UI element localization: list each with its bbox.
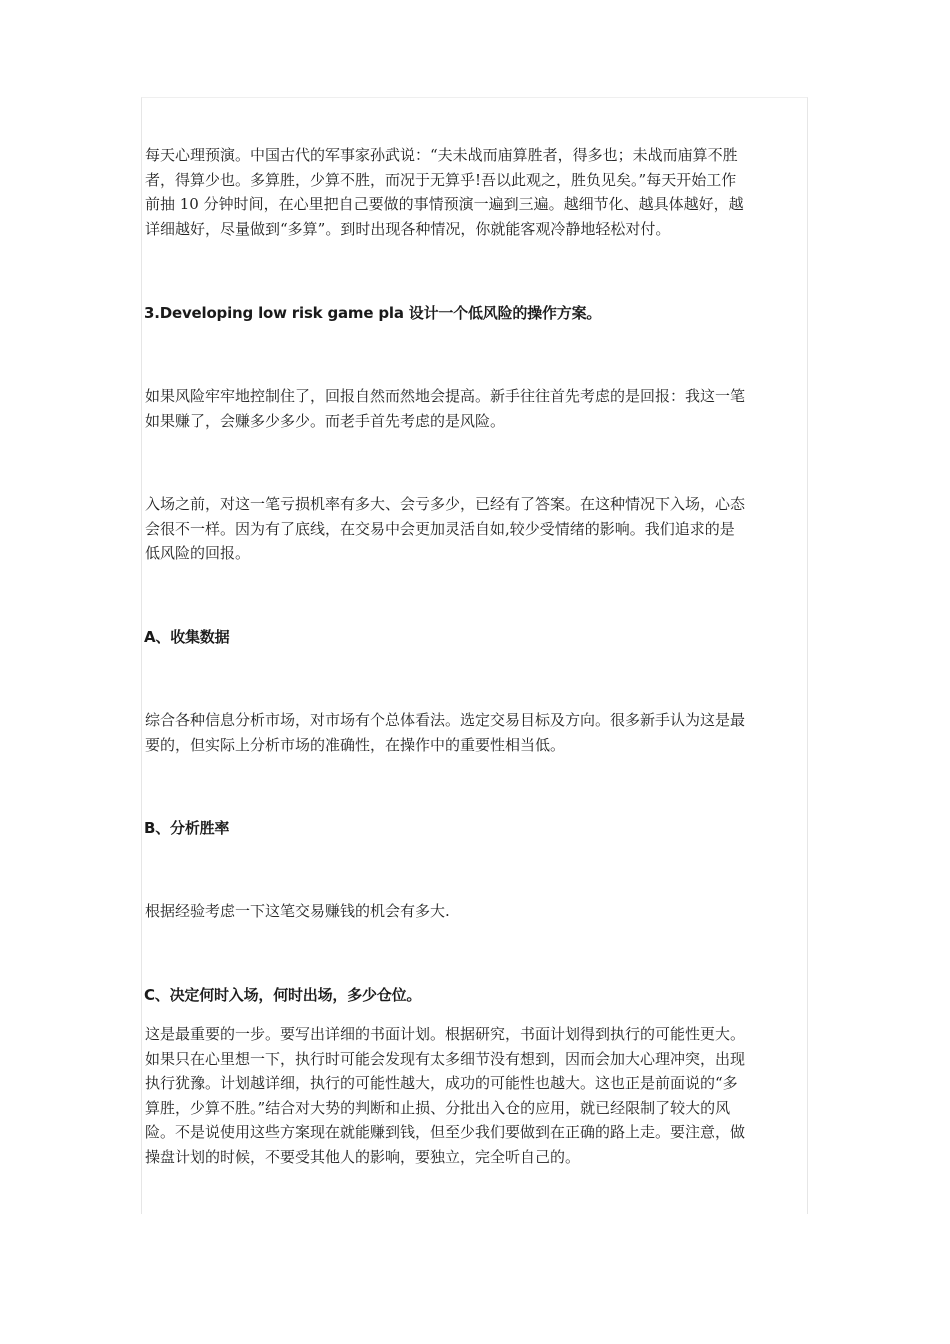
text-line: 每天心理预演。中国古代的军事家孙武说：“夫未战而庙算胜者，得多也；未战而庙算不胜 [145, 146, 738, 164]
paragraph-risk-control [145, 384, 745, 433]
text-line: 如果赚了，会赚多少多少。而老手首先考虑的是风险。 [145, 411, 506, 430]
paragraph-before-entry [145, 492, 745, 566]
heading-win-rate: B、分析胜率 [144, 819, 230, 837]
text-line: 会很不一样。因为有了底线，在交易中会更加灵活自如,较少受情绪的影响。我们追求的是 [145, 519, 735, 538]
paragraph-written-plan [145, 1022, 745, 1169]
text-line: 综合各种信息分析市场，对市场有个总体看法。选定交易目标及方向。很多新手认为这是最 [145, 711, 746, 729]
text-line: 要的，但实际上分析市场的准确性，在操作中的重要性相当低。 [145, 735, 566, 754]
paragraph-experience [145, 899, 450, 924]
text-line: 执行犹豫。计划越详细，执行的可能性越大，成功的可能性也越大。这也正是前面说的“多 [145, 1074, 738, 1092]
text-line: 者，得算少也。多算胜，少算不胜，而况于无算乎!吾以此观之，胜负见矣。”每天开始工作 [145, 170, 737, 189]
text-line: 这是最重要的一步。要写出详细的书面计划。根据研究，书面计划得到执行的可能性更大。 [145, 1025, 746, 1043]
text-line: 如果只在心里想一下，执行时可能会发现有太多细节没有想到，因而会加大心理冲突，出现 [145, 1049, 746, 1068]
text-line: 算胜，少算不胜。”结合对大势的判断和止损、分批出入仓的应用，就已经限制了较大的风 [145, 1098, 731, 1117]
paragraph-mental-rehearsal [145, 143, 744, 241]
text-line: 根据经验考虑一下这笔交易赚钱的机会有多大. [145, 902, 450, 920]
heading-entry-exit-position: C、决定何时入场，何时出场，多少仓位。 [144, 986, 422, 1004]
text-line: 低风险的回报。 [145, 544, 251, 562]
text-line: 险。不是说使用这些方案现在就能赚到钱，但至少我们要做到在正确的路上走。要注意，做 [145, 1123, 746, 1141]
text-line: 如果风险牢牢地控制住了，回报自然而然地会提高。新手往往首先考虑的是回报：我这一笔 [145, 387, 746, 405]
text-line: 入场之前，对这一笔亏损机率有多大、会亏多少，已经有了答案。在这种情况下入场，心态 [145, 495, 746, 513]
section-heading-low-risk-plan: 3.Developing low risk game pla 设计一个低风险的操作方案。 [144, 304, 602, 322]
heading-collect-data: A、收集数据 [144, 628, 230, 646]
text-line: 详细越好，尽量做到“多算”。到时出现各种情况，你就能客观冷静地轻松对付。 [145, 219, 671, 238]
text-line: 前抽 10 分钟时间，在心里把自己要做的事情预演一遍到三遍。越细节化、越具体越好，越 [145, 195, 744, 213]
text-line: 操盘计划的时候，不要受其他人的影响，要独立，完全听自己的。 [145, 1147, 581, 1166]
paragraph-market-analysis [145, 708, 745, 757]
